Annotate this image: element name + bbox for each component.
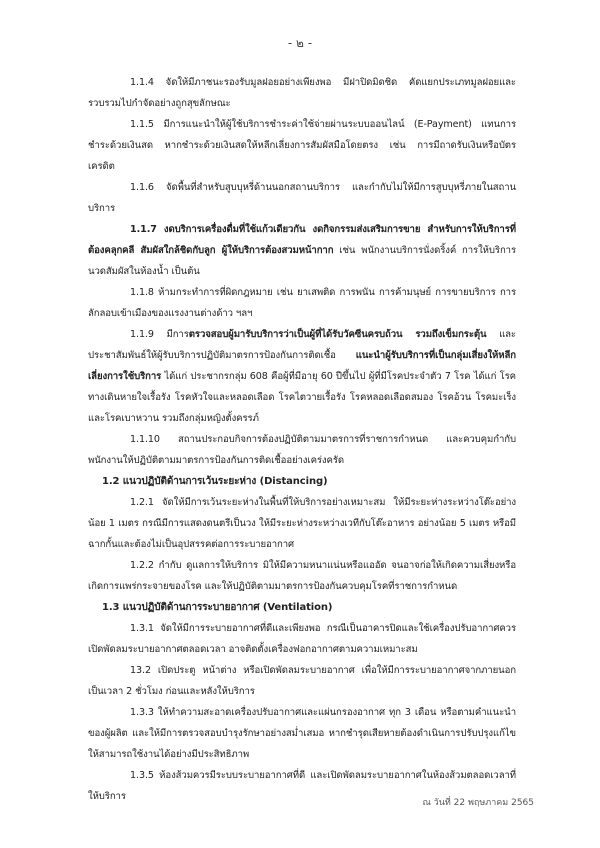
clause-1-3-5: 1.3.5 ห้องส้วมควรมีระบบระบายอากาศที่ดี และเปิดพัดลมระบายอากาศในห้องส้วมตลอดเวลาที่ให้บริการ: [88, 770, 516, 802]
clause-1-1-9-bold: ตรวจสอบผู้มารับบริการว่าเป็นผู้ที่ได้รับวัคซีนครบถ้วน รวมถึงเข็มกระตุ้น: [188, 329, 487, 340]
clause-1-3-1: 1.3.1 จัดให้มีการระบายอากาศที่ดีและเพียงพอ กรณีเป็นอาคารปิดและใช้เครื่องปรับอากาศควรเปิดพัดลมระบายอากาศตลอดเวลา อาจติดตั้งเครื่องฟอกอากาศตามความเหมาะสม: [88, 623, 516, 655]
page-number: - ๒ -: [287, 36, 313, 50]
clause-1-3-3: 1.3.3 ให้ทำความสะอาดเครื่องปรับอากาศและแผ่นกรองอากาศ ทุก 3 เดือน หรือตามคำแนะนำของผู้ผลิต และให้มีการตรวจสอบบำรุงรักษาอย่างสม่ำเสมอ หากชำรุดเสียหายต้องดำเนินการปรับปรุงแก้ไขให้สามารถใช้งานได้อย่างมีประสิทธิภาพ: [88, 707, 516, 760]
document-body: [88, 72, 516, 807]
clause-1-2-2: 1.2.2 กำกับ ดูแลการให้บริการ มิให้มีความหนาแน่นหรือแออัด จนอาจก่อให้เกิดความเสี่ยงหรือเกิดการแพร่กระจายของโรค และให้ปฏิบัติตามมาตรการป้องกันควบคุมโรคที่ราชการกำหนด: [88, 560, 516, 592]
clause-1-1-8: 1.1.8 ห้ามกระทำการที่ผิดกฎหมาย เช่น ยาเสพติด การพนัน การค้ามนุษย์ การขายบริการ การลักลอบเข้าเมืองของแรงงานต่างด้าว ฯลฯ: [88, 287, 516, 319]
clause-1-1-7-bold: 1.1.7 งดบริการเครื่องดื่มที่ใช้แก้วเดียวกัน งดกิจกรรมส่งเสริมการขาย สำหรับการให้บริการที่ต้องคลุกคลี สัมผัสใกล้ชิดกับลูก ผู้ให้บริการต้องสวมหน้ากาก: [88, 224, 516, 256]
section-heading-distancing: 1.2 แนวปฏิบัติด้านการเว้นระยะห่าง (Distancing): [102, 476, 328, 487]
clause-1-1-9: 1.1.9 มีการตรวจสอบผู้มารับบริการว่าเป็นผู้ที่ได้รับวัคซีนครบถ้วน รวมถึงเข็มกระตุ้น และประชาสัมพันธ์ให้ผู้รับบริการปฏิบัติมาตรการป้องกันการติดเชื้อ แนะนำผู้รับบริการที่เป็นกลุ่มเสี่ยงให้หลีกเลี่ยงการใช้บริการ ได้แก่ ประชากรกลุ่ม 608 คือผู้ที่มีอายุ 60 ปีขึ้นไป ผู้ที่มีโรคประจำตัว 7 โรค ได้แก่ โรคทางเดินหายใจเรื้อรัง โรคหัวใจและหลอดเลือด โรคไตวายเรื้อรัง โรคหลอดเลือดสมอง โรคอ้วน โรคมะเร็ง และโรคเบาหวาน รวมถึงกลุ่มหญิงตั้งครรภ์: [88, 329, 516, 424]
section-heading-ventilation: 1.3 แนวปฏิบัติด้านการระบายอากาศ (Ventilation): [102, 602, 333, 613]
clause-1-1-6: 1.1.6 จัดพื้นที่สำหรับสูบบุหรี่ด้านนอกสถานบริการ และกำกับไม่ให้มีการสูบบุหรี่ภายในสถานบริการ: [88, 182, 516, 214]
clause-1-3-2: 13.2 เปิดประตู หน้าต่าง หรือเปิดพัดลมระบายอากาศ เพื่อให้มีการระบายอากาศจากภายนอก เป็นเวลา 2 ชั่วโมง ก่อนและหลังให้บริการ: [88, 665, 516, 697]
clause-1-2-1: 1.2.1 จัดให้มีการเว้นระยะห่างในพื้นที่ให้บริการอย่างเหมาะสม ให้มีระยะห่างระหว่างโต๊ะอย่างน้อย 1 เมตร กรณีมีการแสดงดนตรีเป็นวง ให้มีระยะห่างระหว่างเวทีกับโต๊ะอาหาร อย่างน้อย 5 เมตร หรือมีฉากกั้นและต้องไม่เป็นอุปสรรคต่อการระบายอากาศ: [88, 497, 516, 550]
document-date-footer: ณ วันที่ 22 พฤษภาคม 2565: [422, 798, 534, 808]
clause-1-1-10: 1.1.10 สถานประกอบกิจการต้องปฏิบัติตามมาตรการที่ราชการกำหนด และควบคุมกำกับพนักงานให้ปฏิบัติตามมาตรการป้องกันการติดเชื้ออย่างเคร่งครัด: [88, 434, 516, 466]
clause-1-1-5: 1.1.5 มีการแนะนำให้ผู้ใช้บริการชำระค่าใช้จ่ายผ่านระบบออนไลน์ (E-Payment) แทนการชำระด้วยเงินสด หากชำระด้วยเงินสดให้หลีกเลี่ยงการสัมผัสมือโดยตรง เช่น การมีถาดรับเงินหรือบัตรเครดิต: [88, 119, 516, 172]
clause-1-1-4: 1.1.4 จัดให้มีภาชนะรองรับมูลฝอยอย่างเพียงพอ มีฝาปิดมิดชิด คัดแยกประเภทมูลฝอยและรวบรวมไปกำจัดอย่างถูกสุขลักษณะ: [88, 77, 516, 109]
clause-1-1-9-bold-2: แนะนำผู้รับบริการที่เป็นกลุ่มเสี่ยงให้หลีกเลี่ยงการใช้บริการ: [88, 350, 516, 382]
clause-1-1-7: 1.1.7 งดบริการเครื่องดื่มที่ใช้แก้วเดียวกัน งดกิจกรรมส่งเสริมการขาย สำหรับการให้บริการที่ต้องคลุกคลี สัมผัสใกล้ชิดกับลูก ผู้ให้บริการต้องสวมหน้ากาก เช่น พนักงานบริการนั่งดริ้งค์ การให้บริการนวดสัมผัสในห้องน้ำ เป็นต้น: [88, 224, 516, 277]
